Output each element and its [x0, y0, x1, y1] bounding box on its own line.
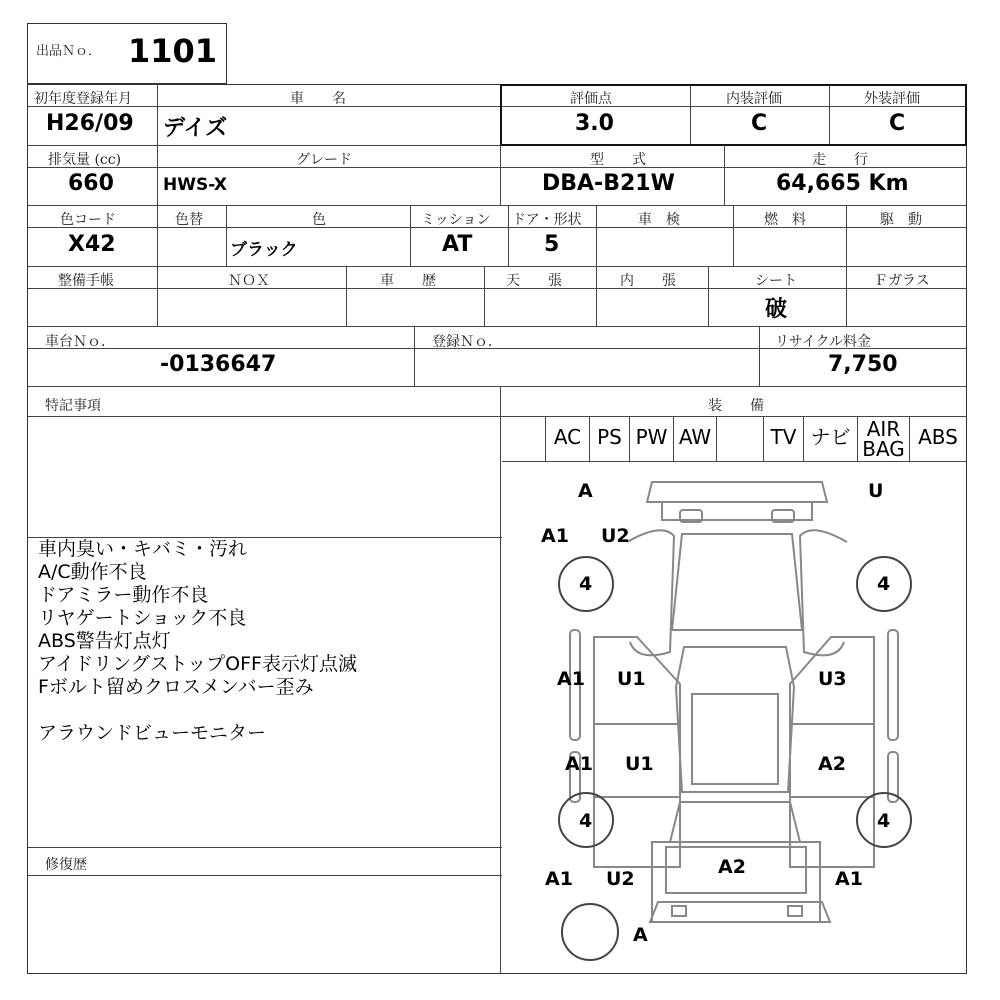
mark-front-door-l-u: U1	[617, 668, 646, 690]
history-label: 車 歴	[380, 273, 436, 289]
score-label: 評価点	[570, 91, 612, 107]
reg-year-value: H26/09	[46, 111, 134, 136]
seat-value: 破	[765, 297, 788, 322]
equip-ps: PS	[597, 425, 622, 449]
color-code-label: 色コード	[60, 212, 116, 228]
note-line: リヤゲートショック不良	[38, 607, 247, 629]
mark-tailgate: A2	[718, 856, 746, 878]
equip-ac: AC	[553, 425, 582, 449]
mark-front-bumper: A	[578, 480, 593, 502]
mark-rear-left-a: A1	[545, 868, 573, 890]
roof-label: 天 張	[506, 273, 562, 289]
fglass-label: Ｆガラス	[874, 273, 930, 289]
car-name-label: 車 名	[290, 91, 346, 107]
recycle-label: リサイクル料金	[775, 334, 872, 350]
color-code-value: X42	[68, 232, 116, 257]
mileage-value: 64,665 Km	[776, 171, 909, 196]
equip-navi: ナビ	[810, 425, 851, 449]
car-name-value: デイズ	[163, 116, 228, 141]
notes-label: 特記事項	[45, 398, 101, 414]
note-line	[38, 699, 357, 722]
chassis-value: -0136647	[160, 352, 277, 377]
mark-tire-fr: 4	[877, 573, 891, 595]
fuel-label: 燃 料	[764, 212, 806, 228]
mission-value: AT	[442, 232, 473, 257]
notes-list	[38, 538, 357, 745]
door-label: ドア・形状	[512, 212, 582, 228]
mark-hood-left-a: A1	[541, 525, 569, 547]
color-value: ブラック	[230, 240, 298, 260]
note-line: アイドリングストップOFF表示灯点滅	[38, 653, 357, 675]
exterior-label: 外装評価	[864, 91, 920, 107]
mark-rear-right-a: A1	[835, 868, 863, 890]
reg-year-label: 初年度登録年月	[34, 91, 132, 107]
exterior-value: C	[889, 111, 906, 136]
note-line: アラウンドビューモニター	[38, 722, 267, 744]
model-value: DBA-B21W	[542, 171, 675, 196]
grade-value: HWS-X	[163, 175, 227, 195]
note-line: ABS警告灯点灯	[38, 630, 171, 652]
mark-front-door-r-u: U3	[818, 668, 847, 690]
mark-rear-door-l-u: U1	[625, 753, 654, 775]
inspection-label: 車 検	[638, 212, 680, 228]
equip-tv: TV	[770, 425, 797, 449]
interior-label: 内装評価	[726, 91, 782, 107]
displacement-label: 排気量 (cc)	[48, 152, 122, 168]
color-label: 色	[312, 212, 326, 228]
note-line: A/C動作不良	[38, 561, 147, 583]
displacement-value: 660	[68, 171, 114, 196]
mission-label: ミッション	[421, 212, 491, 228]
mark-rear-left-u: U2	[606, 868, 635, 890]
car-diagram	[502, 462, 966, 973]
equip-aw: AW	[678, 425, 712, 449]
lot-label: 出品Ｎｏ．	[36, 44, 102, 59]
note-line: Fボルト留めクロスメンバー歪み	[38, 676, 314, 698]
mark-tire-fl: 4	[579, 573, 593, 595]
grade-label: グレード	[296, 152, 352, 168]
mark-tire-rr: 4	[877, 810, 891, 832]
maint-label: 整備手帳	[58, 273, 114, 289]
score-value: 3.0	[575, 111, 614, 136]
interior-value: C	[751, 111, 768, 136]
equipment-label: 装 備	[708, 398, 764, 414]
repaint-label: 色替	[175, 212, 203, 228]
door-value: 5	[544, 232, 560, 257]
mark-hood-left-u: U2	[601, 525, 630, 547]
repair-label: 修復歴	[45, 857, 87, 873]
lot-number: 1101	[128, 32, 218, 70]
mileage-label: 走 行	[812, 152, 868, 168]
lining-label: 内 張	[620, 273, 676, 289]
note-line: 車内臭い・キバミ・汚れ	[38, 538, 248, 560]
model-label: 型 式	[590, 152, 646, 168]
equip-abs: ABS	[918, 425, 958, 449]
nox-label: ＮＯＸ	[228, 273, 270, 289]
recycle-value: 7,750	[828, 352, 898, 377]
mark-rear-bumper: A	[633, 924, 648, 946]
note-line: ドアミラー動作不良	[38, 584, 209, 606]
seat-label: シート	[755, 273, 797, 289]
mark-tire-rl: 4	[579, 810, 593, 832]
drive-label: 駆 動	[880, 212, 922, 228]
chassis-label: 車台Ｎｏ．	[45, 334, 115, 350]
mark-rear-door-l-a: A1	[565, 753, 593, 775]
equip-pw: PW	[635, 425, 668, 449]
equip-airbag: AIR BAG	[862, 417, 905, 461]
mark-roof-front: U	[868, 480, 884, 502]
regno-label: 登録Ｎｏ．	[432, 334, 502, 350]
mark-front-door-l-a: A1	[557, 668, 585, 690]
mark-rear-door-r-a: A2	[818, 753, 846, 775]
